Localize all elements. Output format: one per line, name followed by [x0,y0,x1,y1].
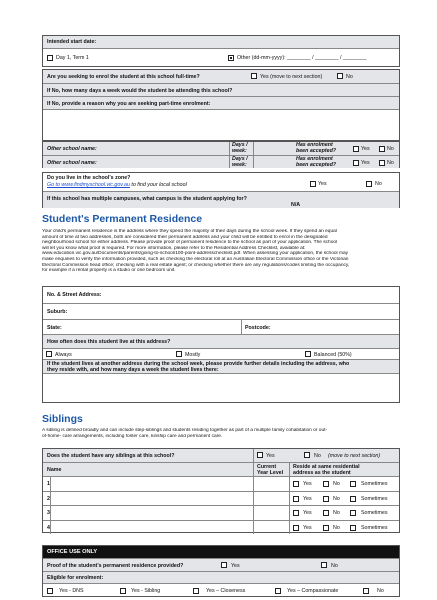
zone-no-label: No [375,181,382,187]
siblings-header-row [43,462,399,476]
days-week-label-2: week: [232,148,247,154]
fulltime-yes-label: Yes (move to next section) [260,74,323,80]
days-week-label-4: week: [232,162,247,168]
office-use-header [43,546,399,558]
accepted-label-3: Has enrolment [296,156,333,162]
siblings-question-row [43,449,399,462]
other-school-section [42,141,400,168]
proof-yes-label: Yes [231,563,240,569]
other-address-row [43,359,399,373]
siblings-yes-checkbox[interactable] [257,452,263,458]
zone-question: Do you live in the school's zone? [47,175,131,181]
street-label: No. & Street Address: [47,292,102,298]
campus-question: If this school has multiple campuses, what campus is the student applying for? [47,196,247,202]
eligible-compassionate-label: Yes – Compassionate [287,588,339,594]
accepted-label-1: Has enrolment [296,142,333,148]
residence-paragraph-line: Your child's permanent residence is the address where they spend the majority of their days during the school week. If they spend an equal [42,229,337,234]
sibling-reside-sometimes-label: Sometimes [361,495,388,502]
how-often-question: How often does this student live at this address? [47,339,171,345]
sibling-reside-no-label: No [333,524,340,531]
how-often-row [43,334,399,348]
sibling-row [43,505,399,520]
residence-paragraph-line: neighbourhood school for either address. Please provide proof of permanent residence to the school as part of your application. The school [42,240,338,246]
accepted-label-4: been accepted? [296,162,337,168]
siblings-paragraph-line: A sibling is defined broadly and can include step-siblings and students residing together as part of a multiple family cohabitation or out- [42,428,328,433]
start-date-header [43,36,399,48]
siblings-no-checkbox[interactable] [304,452,310,458]
proof-yes-checkbox[interactable] [221,562,227,568]
other-school-name-label-2: Other school name: [47,160,97,166]
start-date-heading: Intended start date: [47,39,97,45]
parttime-reason-field[interactable] [43,109,399,141]
state-postcode-row [43,319,399,334]
sibling-reside-sometimes-label: Sometimes [361,510,388,516]
siblings-paragraph-line: of-home- care arrangements, including foster care, kinship care and permanent care. [42,433,223,439]
accepted-yes-checkbox-1[interactable] [353,146,359,152]
always-label: Always [55,352,72,358]
residence-paragraph-line: will let you know what proof is required. For more information, please refer to the Residential Address Checklist, available at: [42,245,306,251]
sibling-reside-no-checkbox[interactable] [323,496,329,502]
sibling-reside-no-label: No [333,481,340,487]
sibling-reside-sometimes-checkbox[interactable] [350,525,356,531]
sibling-row-number: 4 [47,524,50,531]
sibling-reside-yes-label: Yes [303,524,312,531]
col-reside-header-1: Reside at same residential [293,464,360,470]
sibling-reside-no-checkbox[interactable] [323,525,329,531]
state-label: State: [47,325,62,331]
how-often-options-row [43,348,399,359]
sibling-reside-yes-label: Yes [303,495,312,502]
eligible-dns-checkbox[interactable] [47,588,53,594]
mostly-checkbox[interactable] [176,351,182,357]
eligible-closeness-checkbox[interactable] [193,588,199,594]
other-address-field[interactable] [43,373,399,403]
zone-yes-checkbox[interactable] [310,181,316,187]
start-date-section [42,35,400,67]
eligible-compassionate-checkbox[interactable] [275,588,281,594]
other-school-row-2 [43,155,399,168]
accepted-label-2: been accepted? [296,148,337,154]
fulltime-row [43,70,399,83]
zone-row [43,173,399,191]
suburb-label: Suburb: [47,309,68,315]
sibling-row [43,491,399,506]
other-school-name-label: Other school name: [47,146,97,152]
other-address-line-1: If the student lives at another address during the school week, please provide further details including the address, who [47,361,350,367]
zone-no-checkbox[interactable] [366,181,372,187]
eligible-sibling-checkbox[interactable] [120,588,126,594]
fulltime-yes-checkbox[interactable] [251,73,257,79]
sibling-reside-yes-label: Yes [303,481,312,487]
other-address-line-2: they reside with, and how many days a week the student lives there: [47,367,219,373]
street-row[interactable] [43,287,399,303]
day1-term1-label: Day 1, Term 1 [56,55,89,61]
sibling-reside-yes-checkbox[interactable] [293,481,299,487]
siblings-no-note: (move to next section) [328,453,381,459]
start-date-options-row [43,48,399,67]
col-level-header-1: Current [257,464,277,470]
sibling-row-number: 2 [47,495,50,502]
accepted-no-label-1: No [387,146,394,152]
sibling-reside-no-checkbox[interactable] [323,510,329,516]
residence-paragraph-line: make enquiries to verify the information provided, such as checking the electoral roll at an Australian Electoral Commission office or the Victorian [42,256,349,262]
suburb-row[interactable] [43,303,399,319]
eligible-options-row [43,583,399,597]
find-school-suffix: to find your local school [129,182,187,188]
residence-paragraph [42,229,400,274]
sibling-reside-sometimes-checkbox[interactable] [350,510,356,516]
accepted-no-checkbox-2[interactable] [379,160,385,166]
eligible-label: Eligible for enrolment: [47,575,104,581]
days-week-label-1: Days / [232,142,248,148]
residence-paragraph-line: Electoral Commission head office; checking with a real estate agent; or checking whether there are any regulations/codes limiting the occupancy, [42,262,350,268]
eligible-dns-label: Yes - DNS [59,588,84,594]
col-level-header-2: Year Level [257,470,284,476]
eligible-sibling-label: Yes - Sibling [131,588,161,594]
accepted-yes-label-2: Yes [361,160,370,166]
col-name-header: Name [47,467,62,473]
proof-no-label: No [331,563,338,569]
sibling-reside-yes-checkbox[interactable] [293,525,299,531]
col-reside-header-2: address as the student [293,470,351,476]
sibling-row [43,476,399,491]
siblings-yes-label: Yes [266,453,275,459]
balanced-checkbox[interactable] [305,351,311,357]
accepted-yes-checkbox-2[interactable] [353,160,359,166]
fulltime-no-checkbox[interactable] [337,73,343,79]
proof-question: Proof of the student's permanent residence provided? [47,563,184,569]
proof-row [43,558,399,571]
sibling-reside-yes-checkbox[interactable] [293,496,299,502]
parttime-reason-question: If No, provide a reason why you are seeking part-time enrolment: [47,101,211,107]
accepted-no-label-2: No [387,160,394,166]
sibling-reside-sometimes-checkbox[interactable] [350,496,356,502]
siblings-question: Does the student have any siblings at this school? [47,453,175,459]
proof-no-checkbox[interactable] [321,562,327,568]
days-week-label-3: Days / [232,156,248,162]
residence-paragraph-line: www.education.vic.gov.au/Documents/parents/going-to-school/100-point-addresschecklist.pdf. When assessing your application, the school may [42,251,349,257]
accepted-yes-label-1: Yes [361,146,370,152]
sibling-reside-sometimes-label: Sometimes [361,524,388,531]
day1-term1-checkbox[interactable] [47,55,53,61]
zone-yes-label: Yes [318,181,327,187]
sibling-row-number: 1 [47,481,50,487]
residence-heading: Student's Permanent Residence [42,213,203,225]
siblings-table [42,448,400,533]
sibling-reside-no-label: No [333,510,340,516]
sibling-reside-yes-checkbox[interactable] [293,510,299,516]
postcode-label: Postcode: [245,325,271,331]
office-use-title: OFFICE USE ONLY [47,549,98,555]
campus-answer[interactable]: N/A [291,202,301,208]
sibling-row-number: 3 [47,510,50,516]
find-my-school-link[interactable]: Go to www.findmyschool.vic.gov.au [47,182,130,188]
always-checkbox[interactable] [46,351,52,357]
days-per-week-question: If No, how many days a week would the student be attending this school? [47,88,233,94]
accepted-no-checkbox-1[interactable] [379,146,385,152]
eligible-row [43,571,399,583]
fulltime-question: Are you seeking to enrol the student at this school full-time? [47,74,200,80]
parttime-reason-row [43,96,399,109]
zone-section [42,172,400,208]
eligible-closeness-label: Yes – Closeness [206,588,246,594]
other-school-row-1 [43,142,399,155]
fulltime-section [42,69,400,141]
siblings-paragraph [42,428,400,439]
office-use-section [42,545,400,597]
siblings-heading: Siblings [42,413,83,425]
sibling-reside-no-checkbox[interactable] [323,481,329,487]
eligible-no-checkbox[interactable] [363,588,369,594]
siblings-no-label: No [314,453,321,459]
eligible-no-label: No [377,588,384,594]
residence-table [42,286,400,403]
sibling-reside-sometimes-checkbox[interactable] [350,481,356,487]
balanced-label: Balanced (50%) [314,352,352,358]
other-date-label[interactable]: Other (dd-mm-yyyy): ________ / ________ / ________ [237,55,367,61]
sibling-reside-no-label: No [333,495,340,502]
campus-row [43,191,399,208]
mostly-label: Mostly [185,352,201,358]
other-date-checkbox[interactable] [228,55,234,61]
find-school-text [47,182,187,188]
residence-paragraph-line: for example if a rental property is a studio or one bedroom unit. [42,268,176,274]
fulltime-no-label: No [346,74,353,80]
sibling-reside-sometimes-label: Sometimes [361,481,388,487]
sibling-reside-yes-label: Yes [303,510,312,516]
days-per-week-row [43,83,399,96]
residence-paragraph-line: amount of time at two addresses, both are considered their permanent address and your child will be entitled to enrol in the designated [42,234,328,240]
sibling-row [43,520,399,535]
